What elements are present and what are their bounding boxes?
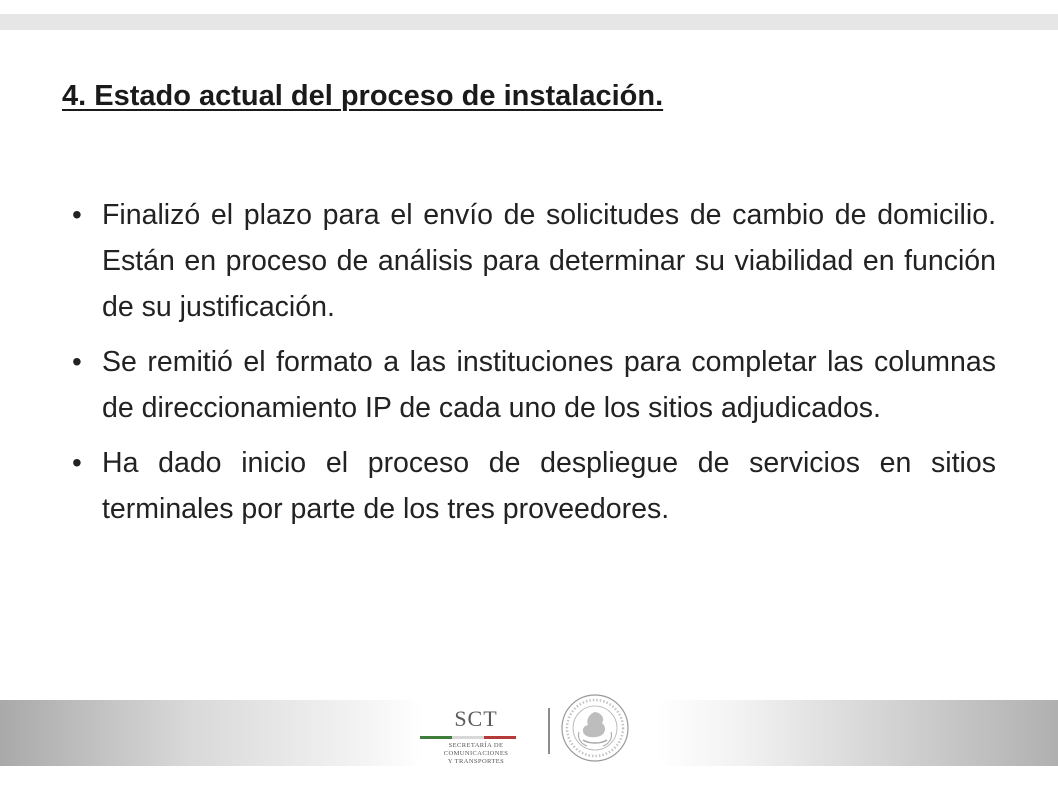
top-bar [0,14,1058,30]
bullet-text: Finalizó el plazo para el envío de solicitudes de cambio de domicilio. Están en proceso de análisis para determinar su viabilidad en función de su justificación. [102,199,996,323]
bullet-list [72,192,996,541]
sct-logo-subtitle: SECRETARÍA DE COMUNICACIONES Y TRANSPORTES [443,742,509,765]
logo-divider [548,708,550,754]
sct-logo-text: SCT [454,706,498,731]
bullet-item [72,440,996,532]
bullet-item [72,339,996,431]
flag-stripe [420,736,516,739]
bullet-text: Ha dado inicio el proceso de despliegue de servicios en sitios terminales por parte de los tres proveedores. [102,447,996,525]
bullet-marker: • [72,447,82,478]
slide-title: 4. Estado actual del proceso de instalación. [62,80,664,112]
national-seal-icon [559,692,631,764]
sct-logo [414,706,538,768]
bullet-item [72,192,996,330]
bullet-marker: • [72,346,82,377]
bullet-marker: • [72,199,82,230]
bullet-text: Se remitió el formato a las instituciones para completar las columnas de direccionamiento IP de cada uno de los sitios adjudicados. [102,346,996,424]
